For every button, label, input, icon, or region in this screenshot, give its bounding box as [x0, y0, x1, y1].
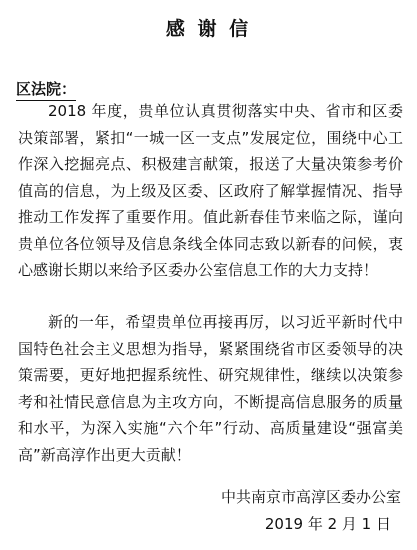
- letter-date: 2019 年 2 月 1 日: [264, 515, 391, 533]
- letter-recipient: 区法院：: [16, 78, 76, 101]
- letter-sender: 中共南京市高淳区委办公室: [220, 488, 401, 506]
- letter-paragraph: 新的一年，希望贵单位再接再厉，以习近平新时代中国特色社会主义思想为指导，紧紧围绕省市区委领导的决策需要，更好地把握系统性、研究规律性，继续以决策参考和社情民意信息为主攻方向，不断提高信息服务的质量和水平，为深入实施“六个年”行动、高质量建设“强富美高”新高淳作出更大贡献！: [18, 313, 403, 464]
- letter-title: 感 谢 信: [165, 18, 252, 40]
- letter-paragraph: 2018 年度，贵单位认真贯彻落实中央、省市和区委决策部署，紧扣“一城一区一支点”发展定位，围绕中心工作深入挖掘亮点、积极建言献策，报送了大量决策参考价值高的信息，为上级及区委、区政府了解掌握情况、指导推动工作发挥了重要作用。值此新春佳节来临之际，谨向贵单位各位领导及信息条线全体同志致以新春的问候，衷心感谢长期以来给予区委办公室信息工作的大力支持！: [18, 102, 403, 279]
